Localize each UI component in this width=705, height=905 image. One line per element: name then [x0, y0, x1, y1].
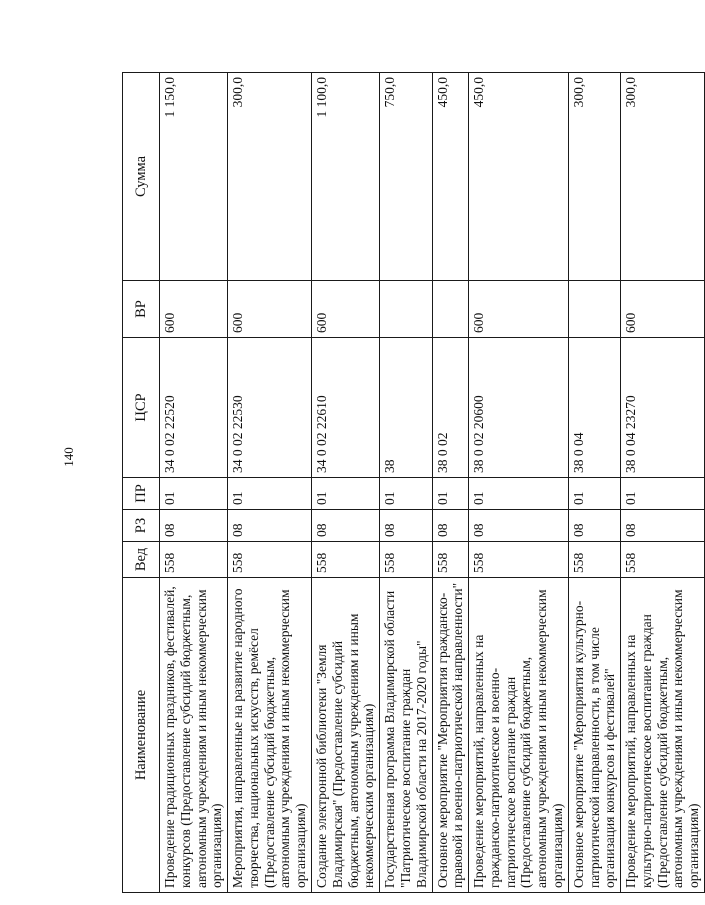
cell-pr: 01 [312, 478, 380, 510]
cell-name: Государственная программа Владимирской области "Патриотическое воспитание граждан Владимирской области на 2017-2020 годы" [380, 578, 432, 893]
cell-pr: 01 [432, 478, 469, 510]
cell-sum: 1 100,0 [312, 73, 380, 281]
table-row [469, 73, 569, 893]
cell-pr: 01 [469, 478, 569, 510]
header-vr: ВР [123, 281, 160, 338]
rotated-table-wrapper [122, 73, 702, 893]
cell-csr: 38 0 02 20600 [469, 338, 569, 478]
table-row [432, 73, 469, 893]
cell-csr: 38 0 04 23270 [621, 338, 705, 478]
cell-vr [568, 281, 620, 338]
cell-vr: 600 [469, 281, 569, 338]
cell-ved: 558 [380, 542, 432, 578]
table-row [228, 73, 312, 893]
table-row [621, 73, 705, 893]
cell-rz: 08 [469, 510, 569, 542]
cell-name: Создание электронной библиотеки "Земля Владимирская" (Предоставление субсидий бюджетным, автономным учреждениям и иным некоммерческим организациям) [312, 578, 380, 893]
cell-rz: 08 [432, 510, 469, 542]
cell-sum: 1 150,0 [160, 73, 228, 281]
cell-rz: 08 [568, 510, 620, 542]
cell-name: Основное мероприятие "Мероприятия гражданско-правовой и военно-патриотической направленности" [432, 578, 469, 893]
header-rz: РЗ [123, 510, 160, 542]
cell-name: Мероприятия, направленные на развитие народного творчества, национальных искусств, ремёсел (Предоставление субсидий бюджетным, автономным учреждениям и иным некоммерческим организациям) [228, 578, 312, 893]
cell-sum: 750,0 [380, 73, 432, 281]
cell-csr: 38 0 04 [568, 338, 620, 478]
table-row [568, 73, 620, 893]
cell-name: Проведение традиционных праздников, фестивалей, конкурсов (Предоставление субсидий бюджетным, автономным учреждениям и иным некоммерческим организациям) [160, 578, 228, 893]
cell-pr: 01 [621, 478, 705, 510]
header-pr: ПР [123, 478, 160, 510]
cell-rz: 08 [312, 510, 380, 542]
cell-csr: 34 0 02 22530 [228, 338, 312, 478]
cell-csr: 34 0 02 22610 [312, 338, 380, 478]
cell-sum: 450,0 [469, 73, 569, 281]
cell-rz: 08 [380, 510, 432, 542]
table-row [380, 73, 432, 893]
cell-name: Проведение мероприятий, направленных на культурно-патриотическое воспитание граждан (Предоставление субсидий бюджетным, автономным учреждениям и иным некоммерческим организациям) [621, 578, 705, 893]
table-header [123, 73, 160, 893]
cell-csr: 38 [380, 338, 432, 478]
cell-vr: 600 [228, 281, 312, 338]
cell-vr [380, 281, 432, 338]
cell-ved: 558 [228, 542, 312, 578]
cell-name: Основное мероприятие "Мероприятия культурно-патриотической направленности, в том числе организация конкурсов и фестивалей" [568, 578, 620, 893]
cell-vr: 600 [312, 281, 380, 338]
cell-ved: 558 [568, 542, 620, 578]
cell-vr [432, 281, 469, 338]
cell-pr: 01 [380, 478, 432, 510]
cell-ved: 558 [160, 542, 228, 578]
cell-rz: 08 [160, 510, 228, 542]
cell-sum: 300,0 [621, 73, 705, 281]
cell-ved: 558 [432, 542, 469, 578]
cell-ved: 558 [621, 542, 705, 578]
cell-pr: 01 [228, 478, 312, 510]
cell-rz: 08 [621, 510, 705, 542]
cell-csr: 34 0 02 22520 [160, 338, 228, 478]
cell-name: Проведение мероприятий, направленных на гражданско-патриотическое и военно-патриотическое воспитание граждан (Предоставление субсидий бюджетным, автономным учреждениям и иным некоммерческим организациям) [469, 578, 569, 893]
table-body [160, 73, 705, 893]
header-row [123, 73, 160, 893]
table-row [160, 73, 228, 893]
cell-pr: 01 [568, 478, 620, 510]
cell-vr: 600 [621, 281, 705, 338]
cell-sum: 300,0 [568, 73, 620, 281]
cell-rz: 08 [228, 510, 312, 542]
cell-ved: 558 [312, 542, 380, 578]
header-name: Наименование [123, 578, 160, 893]
budget-table [122, 72, 705, 893]
cell-sum: 450,0 [432, 73, 469, 281]
table-row [312, 73, 380, 893]
header-sum: Сумма [123, 73, 160, 281]
cell-ved: 558 [469, 542, 569, 578]
header-ved: Вед [123, 542, 160, 578]
page-number: 140 [61, 447, 76, 467]
cell-sum: 300,0 [228, 73, 312, 281]
cell-vr: 600 [160, 281, 228, 338]
header-csr: ЦСР [123, 338, 160, 478]
cell-csr: 38 0 02 [432, 338, 469, 478]
cell-pr: 01 [160, 478, 228, 510]
